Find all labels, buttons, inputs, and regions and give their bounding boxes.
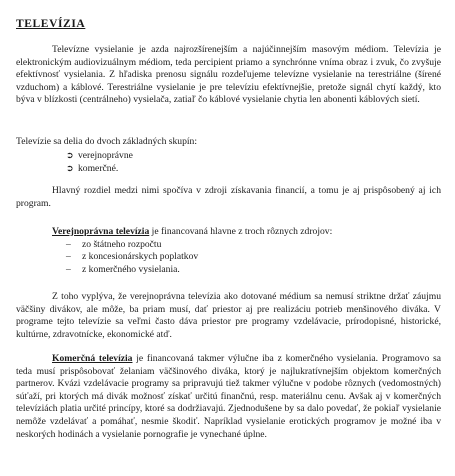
list-item bbox=[16, 251, 441, 264]
arrow-bullet-icon: ➲ bbox=[66, 149, 74, 160]
groups-list bbox=[16, 149, 441, 176]
commercial-term: Komerčná televízia bbox=[52, 353, 133, 364]
public-section bbox=[16, 226, 441, 276]
dash-bullet-icon: – bbox=[66, 263, 71, 275]
public-conclusion-paragraph: Z toho vyplýva, že verejnoprávna televízia ako dotované médium sa nemusí striktne držať záujmu väčšiny divákov, ale môže, ba priam musí, dať priestor aj pre realizáciu potrieb menšinového diváka. V programe tejto televízie sa veľmi často dáva priestor pre programy vzdelávacie, prírodopisné, historické, kultúrne, zdravotnícke, ekonomické atď. bbox=[16, 291, 441, 340]
list-item-label: zo štátneho rozpočtu bbox=[82, 238, 162, 250]
public-lead-text: je financovaná hlavne z troch rôznych zdrojov: bbox=[149, 226, 333, 237]
commercial-text: je financovaná takmer výlučne iba z komerčného vysielania. Programovo sa teda musí prispôsobovať želaniam väčšinového diváka, ktorý je najlukratívnejším objektom komerčných partnerov. Kvázi vzdelávacie programy sa pripravujú tiež takmer výlučne v podobe rôznych (vedomostných) súťaží, pri ktorých má divák možnosť získať určitú finančnú, resp. materiálnu cenu. Avšak aj v komerčných televíziách platia určité princípy, ktoré sa dodržiavajú. Zjednodušene by sa dalo povedať, že pokiaľ vysielanie nemôže vzdelávať a pomáhať, nesmie škodiť. Napríklad vysielanie erotických programov je možné iba v neskorých hodinách a vysielanie pornografie je vynechané úplne. bbox=[16, 353, 441, 440]
list-item bbox=[16, 149, 441, 163]
groups-section bbox=[16, 136, 441, 176]
list-item-label: z koncesionárskych poplatkov bbox=[82, 251, 199, 263]
document-title: TELEVÍZIA bbox=[16, 18, 86, 30]
list-item bbox=[16, 239, 441, 252]
intro-paragraph: Televízne vysielanie je azda najrozšírenejším a najúčinnejším masovým médiom. Televízia je elektronickým audiovizuálnym médiom, teda percipient priamo a synchrónne vníma obraz i zvuk, čo zvyšuje efektívnosť vysielania. Z hľadiska prenosu signálu rozdeľujeme televízne vysielanie na terestriálne (šírené vzduchom) a káblové. Terestriálne vysielanie je pre televíziu efektívnejšie, pretože signál chytí každý, kto býva v blízkosti (centrálneho) vysielača, zatiaľ čo káblové vysielanie chytia len abonenti káblových sietí. bbox=[16, 44, 441, 106]
public-lead bbox=[16, 226, 441, 239]
dash-bullet-icon: – bbox=[66, 238, 71, 250]
list-item-label: komerčné. bbox=[78, 163, 119, 175]
list-item-label: z komerčného vysielania. bbox=[82, 263, 180, 275]
list-item bbox=[16, 162, 441, 176]
list-item-label: verejnoprávne bbox=[78, 149, 133, 161]
list-item bbox=[16, 264, 441, 277]
difference-paragraph: Hlavný rozdiel medzi nimi spočíva v zdroji získavania financií, a tomu je aj prispôsobený aj ich program. bbox=[16, 185, 441, 209]
arrow-bullet-icon: ➲ bbox=[66, 163, 74, 174]
sources-list bbox=[16, 239, 441, 277]
groups-lead: Televízie sa delia do dvoch základných skupín: bbox=[16, 136, 198, 147]
dash-bullet-icon: – bbox=[66, 251, 71, 263]
commercial-paragraph bbox=[16, 353, 441, 441]
public-term: Verejnoprávna televízia bbox=[52, 226, 150, 237]
